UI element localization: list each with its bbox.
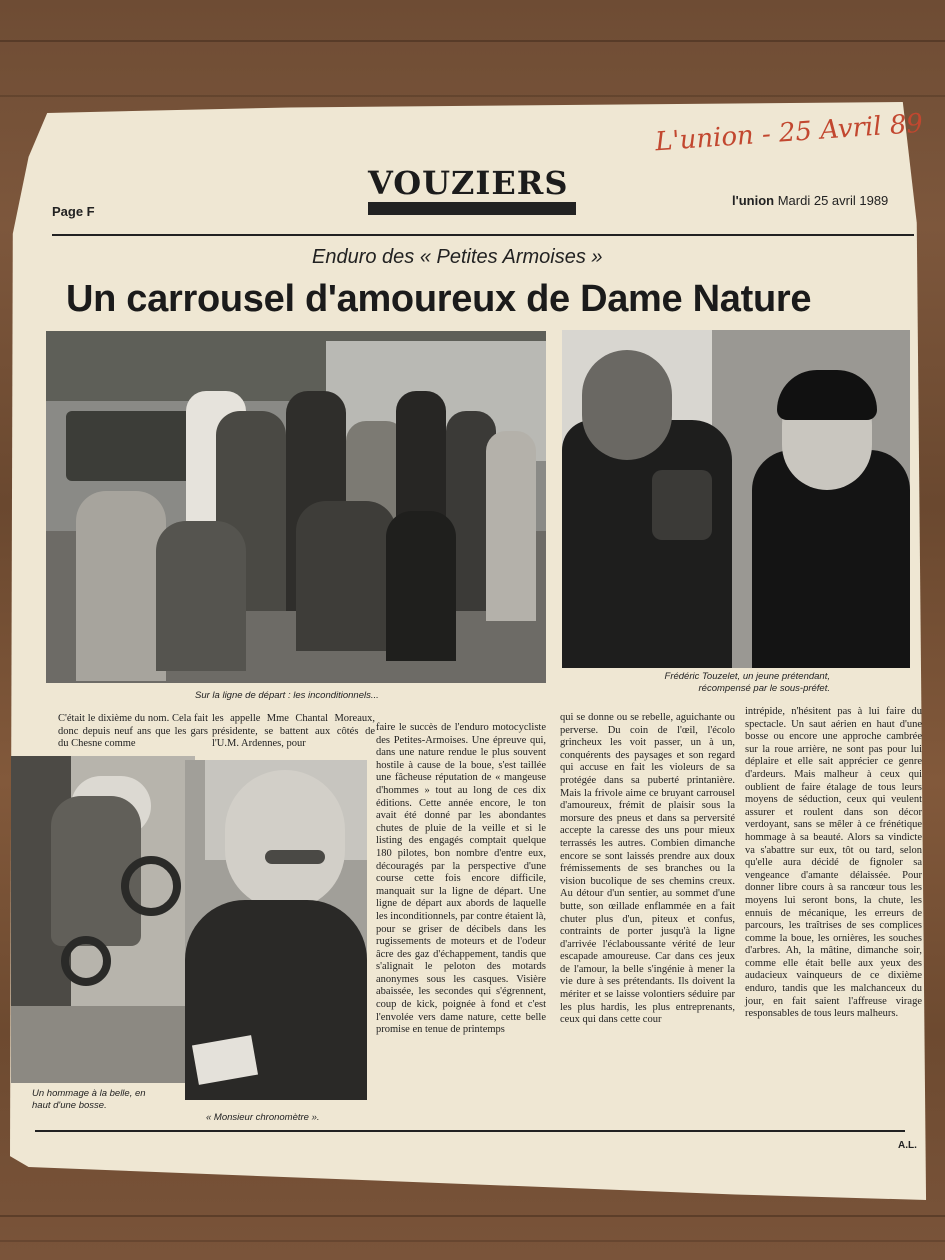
photo-chrono bbox=[185, 760, 367, 1100]
text-column-2: les appelle Mme Chantal Moreaux, présidente, se battent aux côtés de l'U.M. Ardennes, pour bbox=[212, 713, 375, 750]
photo-start-line bbox=[46, 331, 546, 683]
bottom-rule bbox=[35, 1130, 905, 1132]
caption-chrono: « Monsieur chronomètre ». bbox=[206, 1112, 320, 1123]
photo-hommage bbox=[11, 756, 195, 1083]
caption-start-line: Sur la ligne de départ : les inconditionnels... bbox=[195, 690, 379, 701]
author-signature: A.L. bbox=[898, 1140, 917, 1151]
text-column-1: C'était le dixième du nom. Cela fait donc depuis neuf ans que les gars du Chesne comme bbox=[58, 713, 208, 750]
issue-date: Mardi 25 avril 1989 bbox=[777, 193, 889, 208]
caption-touzelet: Frédéric Touzelet, un jeune prétendant, récompensé par le sous-préfet. bbox=[664, 671, 830, 694]
article-headline: Un carrousel d'amoureux de Dame Nature bbox=[66, 278, 812, 320]
photo-award bbox=[562, 330, 910, 668]
text-column-3: faire le succès de l'enduro motocycliste des Petites-Armoises. Une épreuve qui, dans une nature rendue le plus souvent hostile à cause de la boue, s'est taillée une fâcheuse réputation de « mangeuse d'hommes » tout au long de ces dix éditions. Cette année encore, le ton avait été donné par les abondantes chutes de pluie de la veille et si le listing des engagés comptait quelque 180 pilotes, bon nombre d'entre eux, découragés par la perspective d'une course cette fois encore difficile, manquait sur la ligne de départ. Une ligne de départ aux abords de laquelle les inconditionnels, par contre étaient là, pour se griser de décibels dans les rugissements de moteurs et de l'odeur âcre des gaz d'échappement, tandis que s'alignait le peloton des motards anonymes sous les casques. Visière abaissée, les secondes qui s'égrennent, coup de kick, poignée à fond et c'est l'envolée vers dame nature, cette belle promise en tenue de printemps bbox=[376, 722, 546, 1036]
section-title: VOUZIERS bbox=[368, 164, 569, 202]
handwritten-note: L'union - 25 Avril 89 bbox=[654, 108, 924, 158]
text-column-5: intrépide, n'hésitent pas à lui faire du spectacle. Un saut aérien en haut d'une bosse ou encore une approche cambrée sur la roue arrière, ne sont pas pour lui déplaire et elle sait apprécier ce genre d'ardeurs. Mais malheur à ceux qui oublient de faire étalage de tous leurs moyens de séduction, ceux qui veulent assurer et roulent dans son décor verdoyant, sans se mêler à ce frénétique hommage à sa beauté. Alors sa vindicte va s'abattre sur eux, tôt ou tard, selon qu'elle aura décidé de fignoler sa vengeance d'amante délaissée. Pour donner libre cours à sa rancœur tous les moyens lui seront bons, la chute, les ennuis de mécanique, les erreurs de parcours, les traîtrises de ses complices comme la boue, les ornières, les souches d'arbres. Ah, la mâtine, dimanche soir, comme elle était belle aux yeux des audacieux vainqueurs de ce dixième enduro, tandis que les malchanceux du jour, en fait saient l'affreuse virage responsables de tous leurs malheurs. bbox=[745, 706, 922, 1020]
header-rule bbox=[52, 234, 914, 236]
section-bar bbox=[368, 202, 576, 215]
masthead-date bbox=[732, 193, 888, 208]
article-kicker: Enduro des « Petites Armoises » bbox=[312, 246, 603, 268]
page-label: Page F bbox=[52, 204, 95, 219]
paper-name: l'union bbox=[732, 193, 775, 208]
caption-hommage: Un hommage à la belle, en haut d'une bosse. bbox=[32, 1088, 146, 1111]
text-column-4: qui se donne ou se rebelle, aguichante ou perverse. Du coin de l'œil, l'écolo grincheux les voit passer, un à un, conquérents des paysages et son regard qui accuse en fait les violeurs de sa protégée dans sa puberté printanière. Mais la frivole aime ce bruyant carrousel d'amoureux, frémit de plaisir sous la morsure des pneus et dans sa perversité accepte la caresse des uns pour mieux terrassés les autres. Combien dimanche encore se sont laissés prendre aux doux frémissements de ses branches ou la vision bucolique de ses chemins creux. Au détour d'un sentier, au sommet d'une butte, son œillade enflammée en a fait chuter plus d'un, piteux et confus, contraints de porter jusqu'à la ligne d'arrivée l'éclaboussante vérité de leur escapade amoureuse. Car dans ces jeux de l'amour, la belle s'ingénie à mener la vie dure à ses prétendants. Ils doivent la mériter et se laisse volontiers séduire par les plus hardis, les plus entreprenants, ceux qui dans cette cour bbox=[560, 712, 735, 1026]
